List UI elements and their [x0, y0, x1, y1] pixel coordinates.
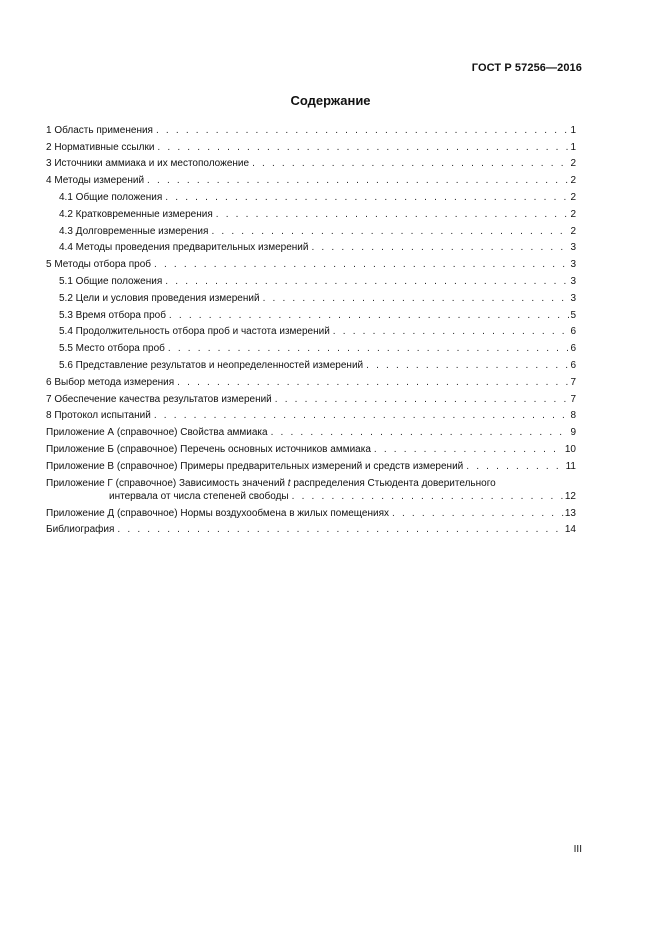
toc-entry[interactable]	[46, 338, 576, 355]
toc-entry[interactable]	[46, 154, 576, 171]
toc-entry-page: 6	[570, 326, 576, 338]
dot-leader	[154, 259, 569, 271]
toc-entry-label: 6 Выбор метода измерения	[46, 376, 175, 388]
toc-entry-label: 5.6 Представление результатов и неопределенностей измерений	[59, 359, 364, 371]
toc-entry-page: 9	[570, 427, 576, 439]
page-number: III	[573, 844, 582, 855]
toc-entry[interactable]	[46, 305, 576, 322]
dot-leader	[333, 326, 570, 338]
toc-entry-page: 3	[570, 275, 576, 287]
toc-entry-appendix-g-text-a: Приложение Г (справочное) Зависимость значений	[46, 477, 288, 489]
dot-leader	[292, 490, 564, 503]
toc-entry-label: 5.2 Цели и условия проведения измерений	[59, 292, 260, 304]
dot-leader	[169, 310, 570, 322]
toc-entry-label: 4.3 Долговременные измерения	[59, 225, 209, 237]
dot-leader	[177, 377, 569, 389]
toc-entry-label: 5.3 Время отбора проб	[59, 309, 166, 321]
toc-title: Содержание	[290, 93, 371, 108]
toc-entry[interactable]	[46, 254, 576, 271]
document-code: ГОСТ Р 57256—2016	[471, 62, 582, 74]
toc-tail-entries	[46, 503, 576, 537]
toc-entry-label: 1 Область применения	[46, 124, 153, 136]
dot-leader	[263, 293, 570, 305]
toc-entry[interactable]	[46, 456, 576, 473]
toc-entry-page: 7	[570, 376, 576, 388]
toc-entry-page: 3	[570, 292, 576, 304]
dot-leader	[156, 125, 569, 137]
toc-entry-page: 2	[570, 175, 576, 187]
toc-entry-label: интервала от числа степеней свободы	[109, 490, 289, 502]
toc-entry-page: 11	[565, 460, 576, 472]
dot-leader	[275, 394, 570, 406]
toc-entry[interactable]	[46, 221, 576, 238]
toc-entry-label: 4.2 Кратковременные измерения	[59, 208, 213, 220]
toc-entry[interactable]	[46, 422, 576, 439]
toc-entry[interactable]	[46, 137, 576, 154]
table-of-contents	[46, 120, 576, 536]
toc-entry[interactable]	[46, 238, 576, 255]
toc-entry-page: 7	[570, 393, 576, 405]
dot-leader	[311, 242, 569, 254]
toc-entry-appendix-g-line1	[46, 477, 576, 490]
dot-leader	[216, 209, 570, 221]
toc-entry[interactable]	[46, 355, 576, 372]
toc-entry-page: 10	[564, 443, 576, 455]
toc-entry-label: Библиография	[46, 524, 115, 536]
toc-entry[interactable]	[46, 271, 576, 288]
toc-entry-page: 2	[570, 208, 576, 220]
dot-leader	[154, 410, 570, 422]
dot-leader	[374, 444, 564, 456]
dot-leader	[117, 524, 563, 536]
dot-leader	[392, 508, 564, 520]
toc-entry-label: 5.1 Общие положения	[59, 275, 163, 287]
toc-entry[interactable]	[46, 503, 576, 520]
toc-entry-appendix-g-italic: t	[287, 477, 291, 489]
dot-leader	[168, 343, 570, 355]
toc-entry-page: 1	[570, 141, 576, 153]
toc-entry-label: 4 Методы измерений	[46, 175, 145, 187]
toc-entry-page: 13	[564, 507, 576, 519]
dot-leader	[252, 158, 569, 170]
dot-leader	[211, 226, 569, 238]
toc-entry-label: 5.4 Продолжительность отбора проб и частота измерений	[59, 326, 330, 338]
dot-leader	[157, 142, 569, 154]
toc-entry-page: 12	[564, 490, 576, 502]
toc-entry-label: 5 Методы отбора проб	[46, 259, 151, 271]
toc-entry[interactable]	[46, 389, 576, 406]
toc-entry-page: 3	[570, 259, 576, 271]
dot-leader	[147, 175, 569, 187]
toc-entry[interactable]	[46, 170, 576, 187]
toc-entry[interactable]	[46, 187, 576, 204]
toc-entry-page: 14	[564, 524, 576, 536]
toc-entry-label: Приложение А (справочное) Свойства аммиака	[46, 427, 268, 439]
dot-leader	[165, 276, 569, 288]
toc-entry[interactable]	[46, 322, 576, 339]
toc-entry[interactable]	[46, 288, 576, 305]
toc-entry-page: 6	[570, 359, 576, 371]
dot-leader	[366, 360, 569, 372]
dot-leader	[271, 427, 570, 439]
toc-entry-page: 2	[570, 225, 576, 237]
toc-entries	[46, 120, 576, 473]
toc-entry-appendix-g-text-b: распределения Стьюдента доверительного	[290, 477, 496, 489]
toc-entry[interactable]	[46, 120, 576, 137]
toc-entry-page: 2	[570, 158, 576, 170]
toc-entry-label: Приложение Б (справочное) Перечень основных источников аммиака	[46, 443, 371, 455]
toc-entry[interactable]	[46, 204, 576, 221]
dot-leader	[165, 192, 569, 204]
toc-entry-label: 7 Обеспечение качества результатов измерений	[46, 393, 272, 405]
toc-entry-label: 5.5 Место отбора проб	[59, 343, 165, 355]
toc-entry-label: Приложение Д (справочное) Нормы воздухообмена в жилых помещениях	[46, 507, 389, 519]
toc-entry-label: 3 Источники аммиака и их местоположение	[46, 158, 250, 170]
toc-entry-page: 2	[570, 191, 576, 203]
toc-entry-appendix-g[interactable]	[46, 473, 576, 503]
toc-entry[interactable]	[46, 439, 576, 456]
toc-entry-page: 5	[570, 309, 576, 321]
toc-entry-page: 6	[570, 343, 576, 355]
toc-entry[interactable]	[46, 406, 576, 423]
toc-entry-page: 3	[570, 242, 576, 254]
toc-entry-label: 4.1 Общие положения	[59, 191, 163, 203]
toc-entry-label: 8 Протокол испытаний	[46, 410, 151, 422]
toc-entry-appendix-g-line2	[46, 490, 576, 503]
toc-entry[interactable]	[46, 520, 576, 537]
toc-entry-page: 8	[570, 410, 576, 422]
toc-entry-label: Приложение В (справочное) Примеры предварительных измерений и средств измерений	[46, 460, 464, 472]
toc-entry-page: 1	[570, 124, 576, 136]
dot-leader	[466, 461, 564, 473]
toc-entry-label: 2 Нормативные ссылки	[46, 141, 155, 153]
toc-entry-label: 4.4 Методы проведения предварительных измерений	[59, 242, 309, 254]
toc-entry[interactable]	[46, 372, 576, 389]
